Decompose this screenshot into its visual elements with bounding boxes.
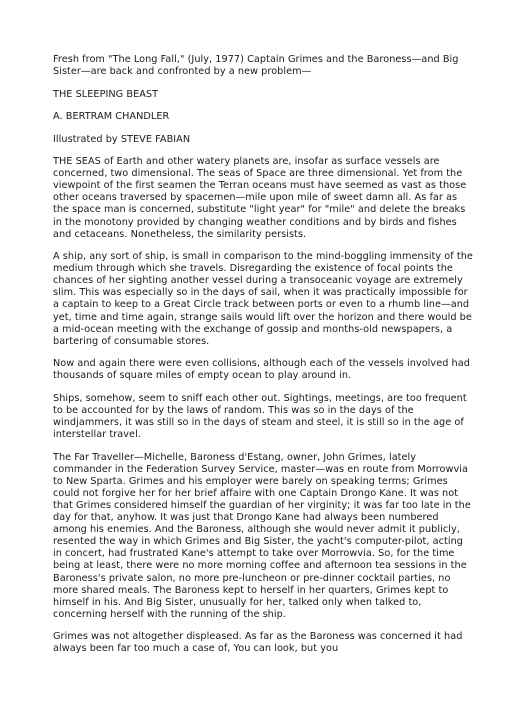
body-paragraph: The Far Traveller—Michelle, Baroness d'Estang, owner, John Grimes, lately commander in the Federation Survey Service, master—was en route from Morrowvia to New Sparta. Grimes and his employer were barely on speaking terms; Grimes could not forgive her for her brief affaire with one Captain Drongo Kane. It was not that Grimes considered himself the guardian of her virginity; it was far too late in the day for that, anyhow. It was just that Drongo Kane had always been numbered among his enemies. And the Baroness, although she would never admit it publicly, resented the way in which Grimes and Big Sister, the yacht's computer-pilot, acting in concert, had frustrated Kane's attempt to take over Morrowvia. So, for the time being at least, there were no more morning coffee and afternoon tea sessions in the Baroness's private salon, no more pre-luncheon or pre-dinner cocktail parties, no more shared meals. The Baroness kept to herself in her quarters, Grimes kept to himself in his. And Big Sister, unusually for her, talked only when talked to, concerning herself with the running of the ship. (53, 451, 471, 620)
body-paragraph: THE SEAS of Earth and other watery planets are, insofar as surface vessels are concerned, two dimensional. The seas of Space are three dimensional. Yet from the viewpoint of the first seamen the Terran oceans must have seemed as vast as those other oceans traversed by spacemen—mile upon mile of sweet damn all. As far as the space man is concerned, substitute "light year" for "mile" and delete the breaks in the monotony provided by changing weather conditions and by birds and fishes and cetaceans. Nonetheless, the similarity persists. (53, 156, 467, 240)
illustrator-line: Illustrated by STEVE FABIAN (53, 133, 191, 145)
body-paragraph: Grimes was not altogether displeased. As far as the Baroness was concerned it had always been far too much a case of, You can look, but you (53, 631, 463, 655)
author-line: A. BERTRAM CHANDLER (53, 111, 170, 123)
story-title: THE SLEEPING BEAST (53, 88, 159, 100)
intro-blurb: Fresh from "The Long Fall," (July, 1977) Captain Grimes and the Baroness—and Big Sister—are back and confronted by a new problem— (53, 54, 459, 78)
body-paragraph: A ship, any sort of ship, is small in comparison to the mind-boggling immensity of the medium through which she travels. Disregarding the existence of focal points the chances of her sighting another vessel during a transoceanic voyage are extremely slim. This was especially so in the days of sail, when it was practically impossible for a captain to keep to a Great Circle track between ports or even to a rhumb line—and yet, time and time again, strange sails would lift over the horizon and there would be a mid-ocean meeting with the exchange of gossip and months-old newspapers, a bartering of consumable stores. (53, 251, 473, 347)
body-paragraph: Now and again there were even collisions, although each of the vessels involved had thousands of square miles of empty ocean to play around in. (53, 358, 470, 382)
body-paragraph: Ships, somehow, seem to sniff each other out. Sightings, meetings, are too frequent to be accounted for by the laws of random. This was so in the days of the windjammers, it was still so in the days of steam and steel, it is still so in the age of interstellar travel. (53, 392, 467, 441)
